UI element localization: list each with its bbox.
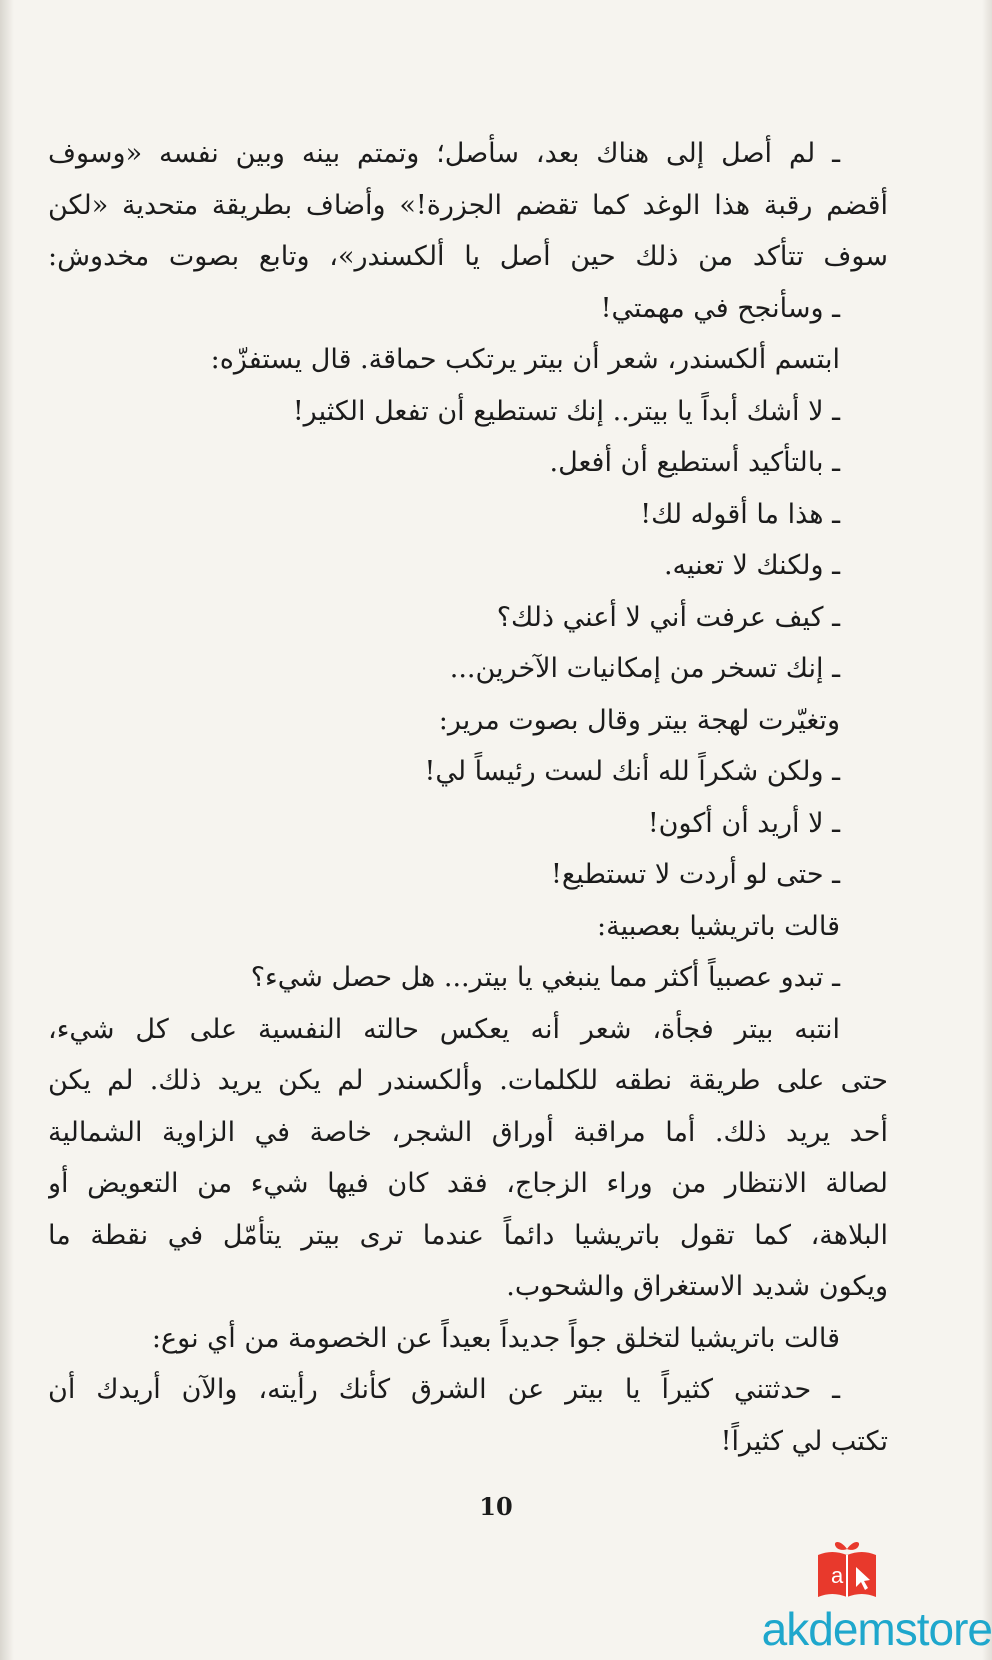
text-line: ـ حدثتني كثيراً يا بيتر عن الشرق كأنك رأيته، والآن أريدك أن: [48, 1374, 840, 1405]
text-line: ـ لا أريد أن أكون!: [647, 807, 840, 839]
page-number: 10: [479, 1492, 513, 1521]
text-line: ـ هذا ما أقوله لك!: [640, 498, 840, 530]
svg-text:a: a: [831, 1563, 844, 1588]
text-line: حتى على طريقة نطقه للكلمات. وألكسندر لم يكن يريد ذلك. لم يكن: [48, 1065, 888, 1096]
text-line: ويكون شديد الاستغراق والشحوب.: [506, 1271, 888, 1302]
text-line: وتغيّرت لهجة بيتر وقال بصوت مرير:: [438, 704, 840, 736]
text-line: ـ حتى لو أردت لا تستطيع!: [551, 859, 840, 890]
text-line: ـ إنك تسخر من إمكانيات الآخرين...: [449, 653, 840, 684]
text-line: انتبه بيتر فجأة، شعر أنه يعكس حالته النفسية على كل شيء،: [48, 1013, 840, 1045]
store-logo: [692, 1535, 992, 1660]
page-left-edge: [0, 0, 14, 1660]
text-line: ـ ولكن شكراً لله أنك لست رئيساً لي!: [424, 756, 840, 787]
text-line: تكتب لي كثيراً!: [720, 1425, 888, 1457]
text-line: ـ لم أصل إلى هناك بعد، سأصل؛ وتمتم بينه وبين نفسه «وسوف: [48, 138, 840, 169]
text-line: ـ ولكنك لا تعنيه.: [663, 550, 840, 581]
text-line: ـ لا أشك أبداً يا بيتر.. إنك تستطيع أن تفعل الكثير!: [292, 395, 840, 427]
store-logo-text: akdemstore: [761, 1603, 992, 1655]
text-line: لصالة الانتظار من وراء الزجاج، فقد كان فيها شيء من التعويض أو: [48, 1168, 888, 1199]
text-line: ابتسم ألكسندر، شعر أن بيتر يرتكب حماقة. قال يستفزّه:: [210, 344, 840, 375]
page-body-text: [48, 128, 888, 1467]
text-line: ـ وسأنجح في مهمتي!: [600, 292, 840, 324]
text-line: ـ تبدو عصبياً أكثر مما ينبغي يا بيتر... هل حصل شيء؟: [250, 962, 840, 993]
text-line: سوف تتأكد من ذلك حين أصل يا ألكسندر»، وتابع بصوت مخدوش:: [48, 241, 888, 272]
text-line: أحد يريد ذلك. أما مراقبة أوراق الشجر، خاصة في الزاوية الشمالية: [48, 1116, 888, 1148]
text-line: أقضم رقبة هذا الوغد كما تقضم الجزرة!» وأضاف بطريقة متحدية «لكن: [48, 189, 888, 221]
text-line: قالت باتريشيا بعصبية:: [597, 910, 840, 942]
text-line: البلاهة، كما تقول باتريشيا دائماً عندما ترى بيتر يتأمّل في نقطة ما: [48, 1219, 888, 1251]
text-line: ـ كيف عرفت أني لا أعني ذلك؟: [496, 601, 840, 633]
page-right-edge: [982, 0, 992, 1660]
text-line: قالت باتريشيا لتخلق جواً جديداً بعيداً عن الخصومة من أي نوع:: [151, 1322, 840, 1354]
text-line: ـ بالتأكيد أستطيع أن أفعل.: [549, 447, 840, 478]
book-gift-icon: [812, 1535, 882, 1605]
